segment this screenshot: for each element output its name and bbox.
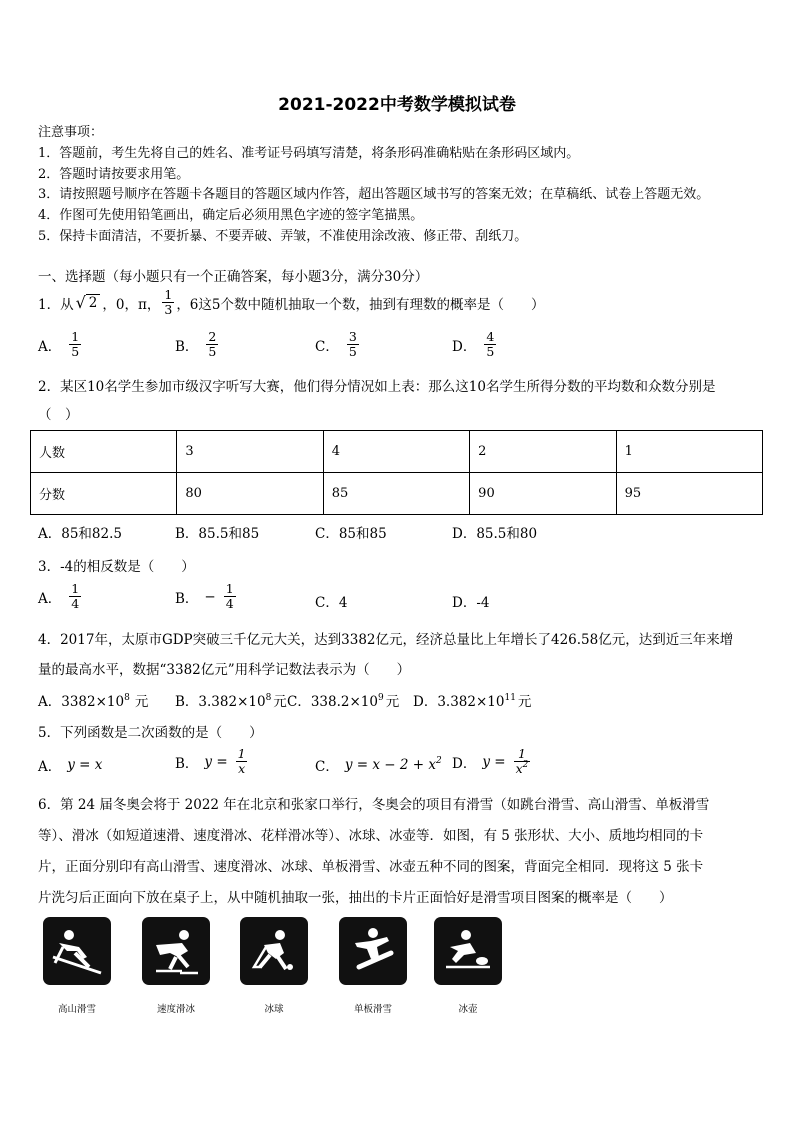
question-4-line1: 4．2017年，太原市GDP突破三千亿元大关，达到3382亿元，经济总量比上年增长了426.58亿元，达到近三年来增 — [38, 632, 734, 648]
table-cell: 4 — [323, 431, 469, 473]
q4-option-b[interactable]: B．$3.382\times 10^8$ 元 — [175, 693, 287, 710]
card-caption: 冰壶 — [458, 1004, 478, 1015]
notice-item: 3．请按照题号顺序在答题卡各题目的答题区域内作答，超出答题区域书写的答案无效；在草稿纸、试卷上答题无效。 — [38, 187, 710, 202]
q1-mid: ，0，π， — [102, 296, 161, 313]
card-snowboard — [336, 917, 410, 1015]
q5-option-d[interactable]: D． y = $\frac{1}{x^2}$ — [452, 746, 529, 776]
q3-option-c[interactable]: C．4 — [315, 595, 348, 611]
table-cell: 90 — [470, 473, 616, 515]
card-curling — [431, 917, 505, 1015]
notice-item: 1．答题前，考生先将自己的姓名、准考证号码填写清楚，将条形码准确粘贴在条形码区域内。 — [38, 146, 580, 161]
table-cell: 分数 — [31, 473, 177, 515]
q3-option-a[interactable]: A． $\frac{1}{4}$ — [38, 581, 80, 611]
card-alpine-skiing — [40, 917, 114, 1015]
olympic-cards — [40, 917, 520, 1017]
question-6-line: 片，正面分别印有高山滑雪、速度滑冰、冰球、单板滑雪、冰壶五种不同的图案，背面完全相同．现将这 5 张卡 — [38, 859, 704, 875]
q1-option-c[interactable]: C． $\frac{3}{5}$ — [315, 329, 357, 359]
table-cell: 人数 — [31, 431, 177, 473]
q1-prefix: 1．从 — [38, 296, 74, 313]
q5-option-c[interactable]: C． $y = x - 2 + x^2$ — [315, 756, 442, 775]
table-cell: 2 — [470, 431, 616, 473]
q4-option-c[interactable]: C．$338.2\times 10^9$ 元 — [287, 693, 400, 710]
question-1-stem — [38, 288, 545, 317]
card-caption: 单板滑雪 — [353, 1004, 392, 1015]
notice-heading: 注意事项： — [38, 125, 104, 140]
speed-skating-icon — [148, 923, 204, 979]
question-6-line: 片洗匀后正面向下放在桌子上，从中随机抽取一张，抽出的卡片正面恰好是滑雪项目图案的概率是（ ） — [38, 890, 673, 906]
question-4-line2: 量的最高水平，数据“3382亿元”用科学记数法表示为（ ） — [38, 662, 411, 678]
table-cell: 85 — [323, 473, 469, 515]
sqrt-symbol: √ 2 — [76, 293, 101, 312]
table-cell: 80 — [177, 473, 323, 515]
notice-item: 4．作图可先使用铅笔画出，确定后必须用黑色字迹的签字笔描黑。 — [38, 208, 424, 223]
table-row — [31, 431, 763, 473]
q5-option-a[interactable]: A． y = x — [38, 757, 103, 775]
q1-option-d[interactable]: D． $\frac{4}{5}$ — [452, 329, 495, 359]
card-caption: 速度滑冰 — [156, 1004, 195, 1015]
question-6-line: 6．第 24 届冬奥会将于 2022 年在北京和张家口举行，冬奥会的项目有滑雪（如跳台滑雪、高山滑雪、单板滑雪 — [38, 797, 710, 813]
q2-option-a[interactable]: A．85和82.5 — [38, 526, 122, 542]
question-5-stem: 5．下列函数是二次函数的是（ ） — [38, 725, 263, 741]
snowboard-icon — [345, 923, 401, 979]
question-2-paren: （ ） — [38, 407, 79, 423]
ice-hockey-icon — [246, 923, 302, 979]
q1-option-b[interactable]: B． $\frac{2}{5}$ — [175, 329, 217, 359]
table-cell: 1 — [616, 431, 762, 473]
page-title: 2021-2022中考数学模拟试卷 — [278, 95, 516, 115]
score-table — [30, 430, 763, 515]
question-6-line: 等）、滑冰（如短道速滑、速度滑冰、花样滑冰等）、冰球、冰壶等．如图，有 5 张形状、大小、质地均相同的卡 — [38, 828, 704, 844]
table-cell: 3 — [177, 431, 323, 473]
card-caption: 高山滑雪 — [57, 1004, 96, 1015]
q4-option-d[interactable]: D．$3.382\times 10^{11}$ 元 — [413, 693, 532, 710]
question-2-stem: 2．某区10名学生参加市级汉字听写大赛，他们得分情况如上表：那么这10名学生所得分数的平均数和众数分别是 — [38, 379, 716, 395]
section-heading: 一、选择题（每小题只有一个正确答案，每小题3分，满分30分） — [38, 269, 429, 285]
alpine-skiing-icon — [49, 923, 105, 979]
q3-option-b[interactable]: B． − $\frac{1}{4}$ — [175, 581, 234, 611]
q2-option-d[interactable]: D．85.5和80 — [452, 526, 538, 542]
table-row — [31, 473, 763, 515]
fraction: $\frac{1}{3}$ — [164, 287, 173, 317]
notice-item: 5．保持卡面清洁，不要折暴、不要弄破、弄皱，不准使用涂改液、修正带、刮纸刀。 — [38, 229, 528, 244]
table-cell: 95 — [616, 473, 762, 515]
q1-option-a[interactable]: A． $\frac{1}{5}$ — [38, 329, 80, 359]
card-speed-skating — [139, 917, 213, 1015]
q3-option-d[interactable]: D．-4 — [452, 595, 490, 611]
card-caption: 冰球 — [264, 1004, 284, 1015]
q4-option-a[interactable]: A．$3382\times 10^8$ 元 — [38, 693, 149, 710]
q2-option-c[interactable]: C．85和85 — [315, 526, 387, 542]
q1-suffix: ，6这5个数中随机抽取一个数，抽到有理数的概率是（ ） — [176, 296, 545, 313]
q2-option-b[interactable]: B．85.5和85 — [175, 526, 260, 542]
notice-item: 2．答题时请按要求用笔。 — [38, 167, 190, 182]
sqrt-arg: 2 — [86, 294, 101, 311]
curling-icon — [440, 923, 496, 979]
card-ice-hockey — [237, 917, 311, 1015]
question-3-stem: 3．-4的相反数是（ ） — [38, 559, 195, 575]
q5-option-b[interactable]: B． y = $\frac{1}{x}$ — [175, 746, 246, 776]
